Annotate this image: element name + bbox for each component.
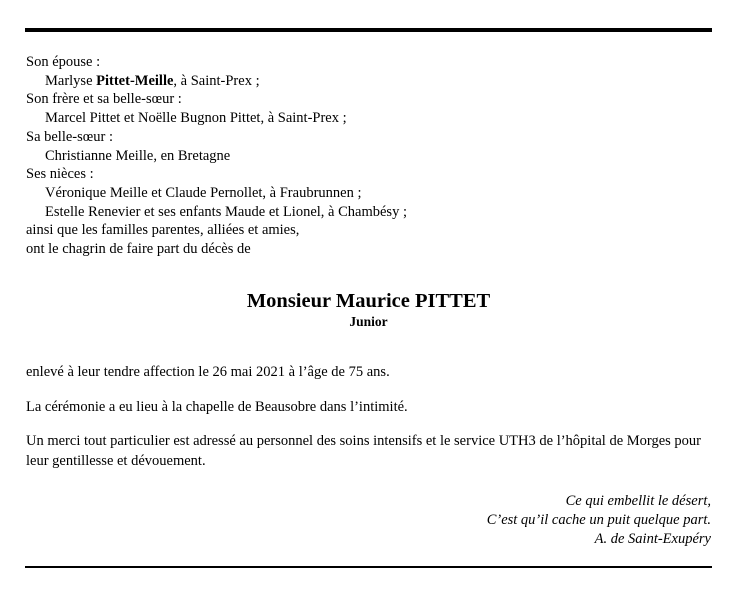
ceremony-paragraph: La cérémonie a eu lieu à la chapelle de Beausobre dans l’intimité.	[26, 399, 408, 415]
deceased-block	[25, 288, 712, 330]
deceased-suffix: Junior	[349, 314, 388, 329]
quote-line-1: Ce qui embellit le désert,	[565, 493, 711, 509]
sister-in-law-heading: Sa belle-sœur :	[26, 128, 113, 145]
spouse-surname: Pittet-Meille	[96, 72, 174, 89]
spouse-line	[26, 72, 706, 91]
spouse-heading: Son épouse :	[26, 54, 101, 70]
closing-quote	[487, 492, 711, 549]
deceased-name: Monsieur Maurice PITTET	[246, 290, 491, 312]
thanks-paragraph: Un merci tout particulier est adressé au personnel des soins intensifs et le service UTH3 de l’hôpital de Morges pour leur gentillesse et dévouement.	[26, 433, 702, 469]
brother-line: Marcel Pittet et Noëlle Bugnon Pittet, à Saint-Prex ;	[45, 110, 347, 127]
spouse-name-post: , à Saint-Prex ;	[173, 72, 260, 89]
niece-line-2: Estelle Renevier et ses enfants Maude et Lionel, à Chambésy ;	[45, 203, 407, 220]
bottom-rule	[25, 566, 712, 568]
top-rule	[25, 28, 712, 32]
closing-line-1: ainsi que les familles parentes, alliées et amies,	[26, 222, 300, 239]
quote-author: A. de Saint-Exupéry	[594, 531, 711, 547]
sister-in-law-line: Christianne Meille, en Bretagne	[45, 147, 231, 164]
quote-line-2: C’est qu’il cache un puit quelque part.	[486, 512, 711, 528]
closing-line-2: ont le chagrin de faire part du décès de	[26, 241, 251, 258]
niece-line-1: Véronique Meille et Claude Pernollet, à Fraubrunnen ;	[45, 184, 362, 201]
nieces-heading: Ses nièces :	[26, 166, 94, 183]
death-date-paragraph: enlevé à leur tendre affection le 26 mai 2021 à l’âge de 75 ans.	[26, 364, 390, 380]
brother-heading: Son frère et sa belle-sœur :	[26, 91, 182, 108]
family-list	[26, 53, 706, 259]
spouse-name-pre: Marlyse	[45, 72, 97, 89]
